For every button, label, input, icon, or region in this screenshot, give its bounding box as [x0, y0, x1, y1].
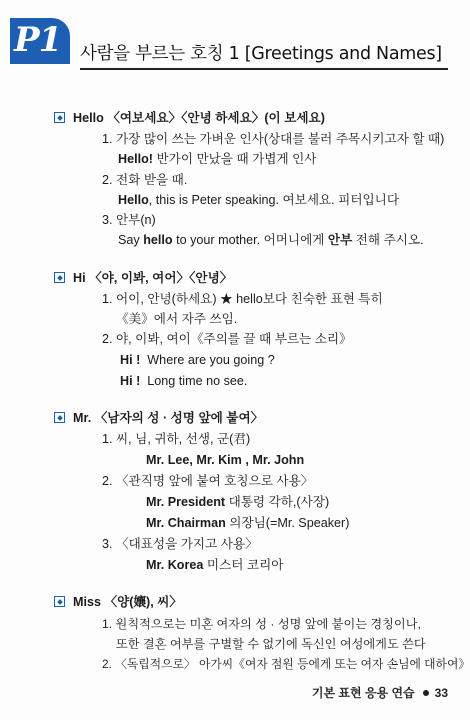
entry-heading-mr: Mr. 〈남자의 성 · 성명 앞에 붙여〉 [73, 411, 264, 425]
definition-line: 1. 씨, 님, 귀하, 선생, 군(君) [102, 432, 251, 446]
definition-line: 1. 가장 많이 쓰는 가벼운 인사(상대를 불러 주목시키고자 할 때) [102, 132, 445, 146]
section-badge-label: P1 [14, 20, 62, 60]
chapter-title: 사람을 부르는 호칭 1 [Greetings and Names] [80, 44, 442, 64]
example-line [120, 373, 247, 389]
example-text: 대통령 각하,(사장) [225, 495, 330, 509]
definition-line: 2. 전화 받을 때. [102, 173, 188, 187]
definition-line: 3. 안부(n) [102, 213, 156, 227]
example-keyword: Hi ! [120, 374, 141, 388]
bullet-marker-icon [54, 596, 65, 607]
header-divider [80, 68, 448, 70]
example-keyword: 안부 [327, 233, 353, 247]
definition-line: 3. 〈대표성을 가지고 사용〉 [102, 537, 258, 551]
example-keyword: Mr. Chairman [146, 516, 226, 530]
example-text: 전해 주시오. [352, 233, 424, 247]
definition-line: 2. 야, 이봐, 여이《주의를 끌 때 부르는 소리》 [102, 332, 352, 346]
example-line [118, 192, 399, 208]
definition-line: 《美》에서 자주 쓰임. [116, 312, 238, 326]
bullet-marker-icon [54, 412, 65, 423]
example-keyword: Mr. Korea [146, 558, 204, 572]
example-text: 의장님(=Mr. Speaker) [225, 516, 350, 530]
example-line [118, 232, 424, 248]
entry-heading-hi: Hi 〈야, 이봐, 여어〉〈안녕〉 [73, 271, 233, 285]
example-line [118, 151, 316, 167]
footer-dot-icon [423, 690, 429, 696]
example-keyword: Hi ! [120, 353, 141, 367]
definition-line: 또한 결혼 여부를 구별할 수 없기에 독신인 여성에게도 쓴다 [116, 637, 426, 651]
example-text: 반가이 만났을 때 가볍게 인사 [156, 152, 317, 166]
bullet-marker-icon [54, 112, 65, 123]
footer-label: 기본 표현 응용 연습 [311, 686, 415, 700]
example-line [146, 515, 349, 531]
page-footer [312, 684, 448, 701]
example-keyword: Hello! [118, 152, 153, 166]
example-text: to your mother. 어머니에게 [172, 233, 328, 247]
entry-heading-hello: Hello 〈여보세요〉〈안녕 하세요〉(이 보세요) [73, 111, 325, 125]
entry-heading-miss: Miss 〈양(孃), 씨〉 [73, 595, 182, 609]
example-text: Say [118, 233, 144, 247]
example-keyword: hello [143, 233, 173, 247]
example-line [146, 494, 329, 510]
example-keyword: Hello [118, 193, 149, 207]
bullet-marker-icon [54, 272, 65, 283]
example-text: Long time no see. [147, 374, 248, 388]
example-line [146, 557, 283, 573]
example-line [120, 352, 275, 368]
example-text: Where are you going ? [147, 353, 275, 367]
example-keyword: Mr. President [146, 495, 226, 509]
example-text: , this is Peter speaking. 여보세요. 피터입니다 [148, 193, 399, 207]
page-number: 33 [434, 686, 448, 700]
definition-line: 2. 〈독립적으로〉 아가씨《여자 점원 등에게 또는 여자 손님에 대하여》 [102, 657, 470, 671]
definition-line: 1. 어이, 안녕(하세요) ★ hello보다 친숙한 표현 특히 [102, 292, 383, 306]
definition-line: 1. 원칙적으로는 미혼 여자의 성 · 성명 앞에 붙이는 경칭이나, [102, 617, 421, 631]
example-text: 미스터 코리아 [203, 558, 284, 572]
definition-line: 2. 〈관직명 앞에 붙여 호칭으로 사용〉 [102, 474, 314, 488]
example-line: Mr. Lee, Mr. Kim , Mr. John [146, 453, 305, 467]
